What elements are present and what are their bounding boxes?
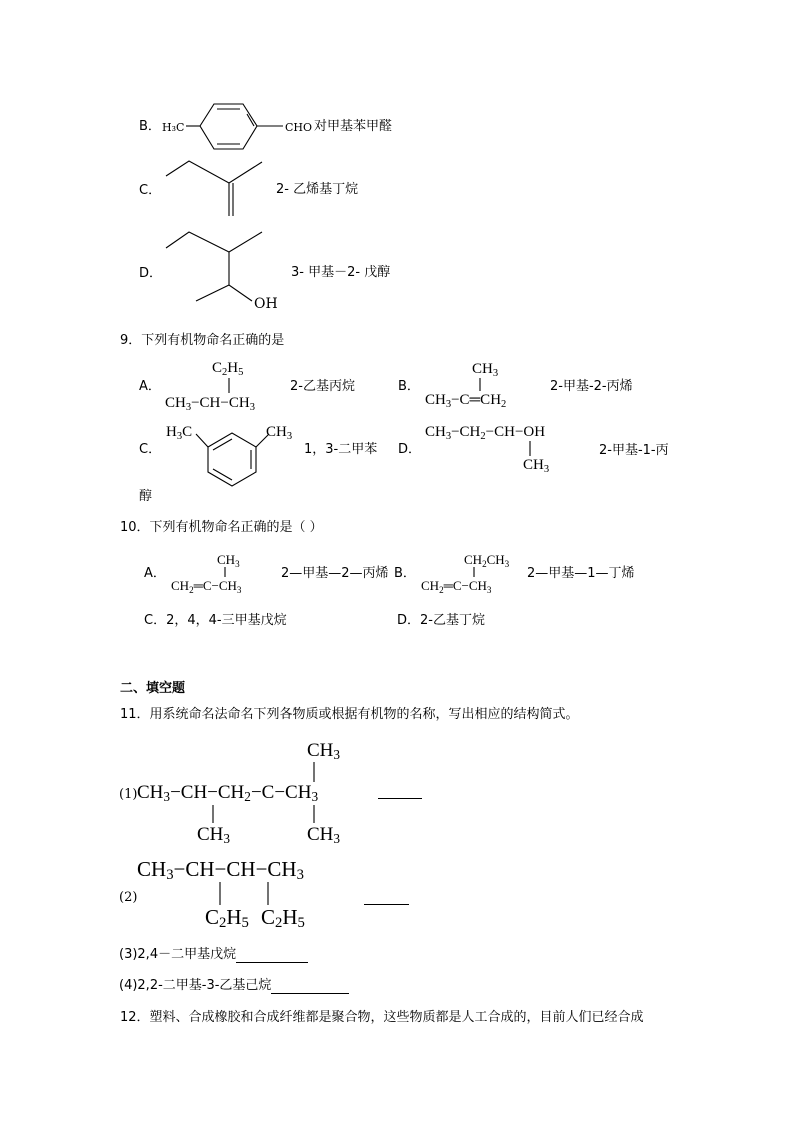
q9-b-name: 2-甲基-2-丙烯 [550,379,633,394]
q8-c-name: 2- 乙烯基丁烷 [276,182,359,197]
q8-option-d-label: D． [139,266,163,281]
q8-c-skeleton [166,161,262,216]
q10-a-name: 2—甲基—2—丙烯 [281,566,389,581]
q10-a-chain: $CH_2═C-CH_3$ [171,578,242,595]
q11-stem: 11．用系统命名法命名下列各物质或根据有机物的名称，写出相应的结构简式。 [120,707,579,722]
q9-option-c-label: C． [139,442,162,457]
q9-c-name: 1，3-二甲苯 [304,442,378,457]
q11-2-c2h5-b: $C_2H_5$ [261,905,305,931]
q9-d-name: 2-甲基-1-丙 [599,443,669,458]
q11-2-chain: $CH_3-CH-CH-CH_3$ [137,857,304,883]
q10-option-b-label: B． [394,566,416,581]
q11-1-chain: $CH_3-CH-CH_2-C-CH_3$ [137,782,319,804]
q9-a-c2h5: $C_2H_5$ [212,360,244,378]
q9-c-h3c: $H_3C$ [166,424,193,442]
q11-1-bot-ch3-b: $CH_3$ [307,824,341,846]
q10-option-c: C．2，4，4-三甲基戊烷 [144,613,287,628]
q9-d-chain: $CH_3-CH_2-CH-OH$ [425,424,546,442]
q9-option-b-label: B． [398,379,420,394]
q9-d-ch3: $CH_3$ [523,457,550,475]
q8-d-oh: OH [254,296,278,312]
q10-option-a-label: A． [144,566,166,581]
q9-stem: 9．下列有机物命名正确的是 [120,333,285,348]
q9-d-name-cont: 醇 [139,489,153,504]
q10-stem: 10．下列有机物命名正确的是（ ） [120,520,323,535]
q9-a-chain: $CH_3-CH-CH_3$ [165,395,255,413]
q9-b-chain: $CH_3-C═CH_2$ [425,392,507,410]
q11-part4-text: (4)2,2-二甲基-3-乙基己烷 [119,978,272,993]
q11-1-bot-ch3-a: $CH_3$ [197,824,231,846]
q10-b-ch2ch3: $CH_2CH_3$ [464,552,510,569]
q8-b-cho: CHO [285,121,313,134]
q8-b-methyl: H₃C [162,121,185,134]
q10-b-chain: $CH_2═C-CH_3$ [421,578,492,595]
q11-part2-label: (2) [119,890,138,905]
q11-2-c2h5-a: $C_2H_5$ [205,905,249,931]
q8-d-skeleton [166,232,262,301]
q8-option-b-label: B． [139,119,161,134]
q8-b-benzene-ring [186,104,283,149]
q9-b-ch3: $CH_3$ [472,361,499,379]
section-title: 二、填空题 [120,681,186,696]
q11-1-top-ch3: $CH_3$ [307,740,341,762]
q8-b-name: 对甲基苯甲醛 [314,119,393,134]
q10-option-d: D．2-乙基丁烷 [397,613,485,628]
q9-c-benzene-ring [196,433,269,486]
q9-option-d-label: D． [398,442,422,457]
q11-part1-label: (1) [119,787,138,802]
q10-b-name: 2—甲基—1—丁烯 [527,566,635,581]
q9-c-ch3: $CH_3$ [266,424,293,442]
q12-stem: 12．塑料、合成橡胶和合成纤维都是聚合物，这些物质都是人工合成的，目前人们已经合成 [120,1010,644,1025]
q9-option-a-label: A． [139,379,161,394]
q11-part3-text: (3)2,4－二甲基戊烷 [119,947,237,962]
q8-option-c-label: C． [139,183,162,198]
q9-a-name: 2-乙基丙烷 [290,379,355,394]
q8-d-name: 3- 甲基－2- 戊醇 [291,265,391,280]
q10-a-ch3: $CH_3$ [217,552,240,569]
